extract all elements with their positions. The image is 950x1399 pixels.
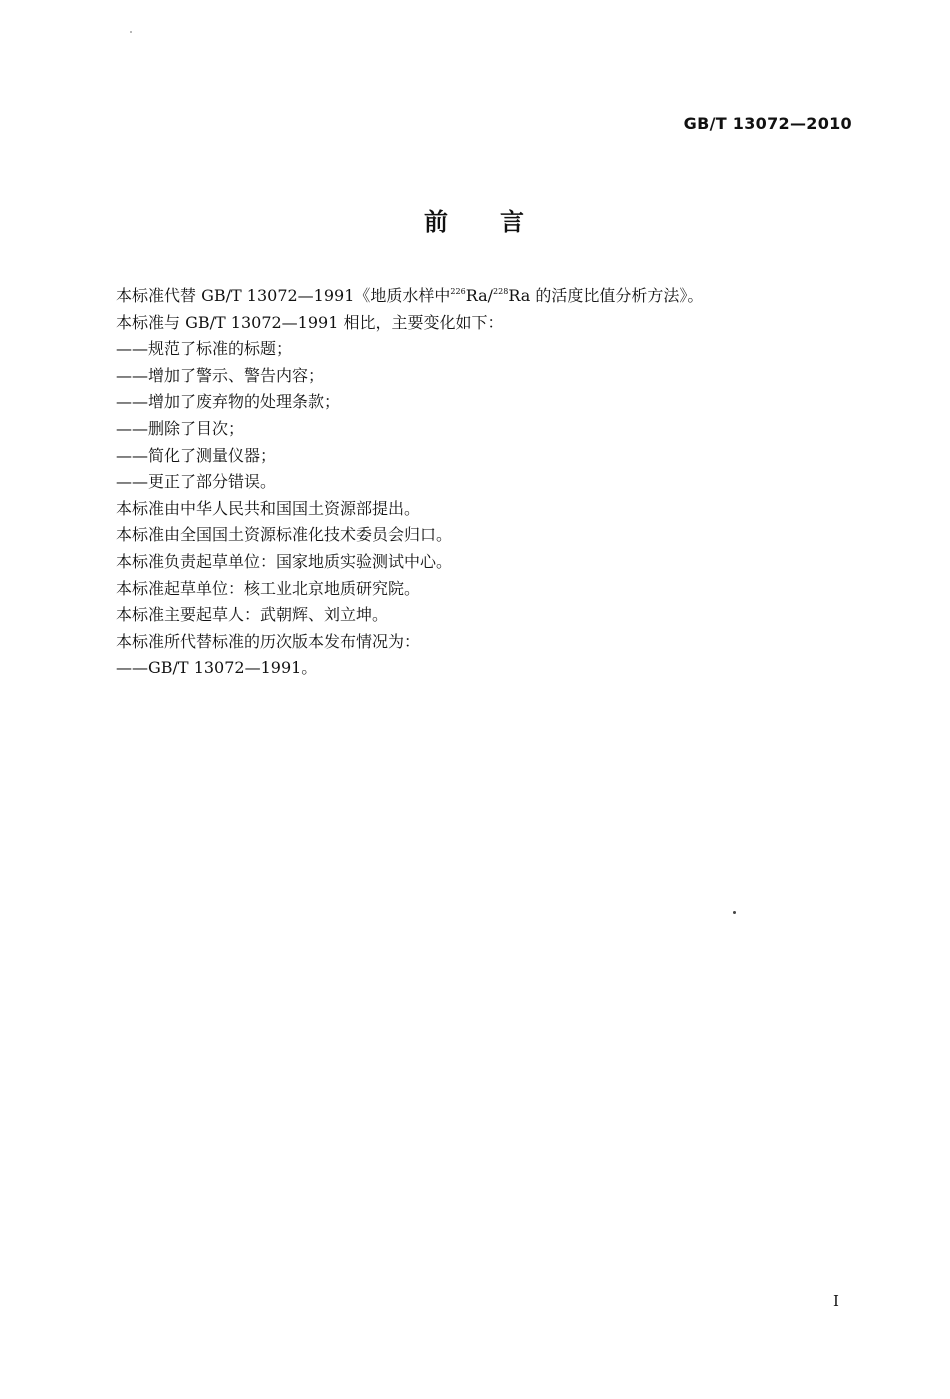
proposed-by: 本标准由中华人民共和国国土资源部提出。 xyxy=(116,498,421,518)
history-item: —— GB/T 13072—1991。 xyxy=(116,655,856,682)
change-item: —— 更正了部分错误。 xyxy=(116,469,856,496)
centralized-by: 本标准由全国国土资源标准化技术委员会归口。 xyxy=(116,525,453,545)
standard-code: GB/T 13072—2010 xyxy=(683,114,852,133)
title-char-2: 言 xyxy=(500,208,526,236)
change-item: —— 删除了目次； xyxy=(116,416,856,443)
drafters: 本标准主要起草人：武朝辉、刘立坤。 xyxy=(116,605,389,625)
drafting-unit: 本标准起草单位：核工业北京地质研究院。 xyxy=(116,578,421,598)
change-item: —— 增加了废弃物的处理条款； xyxy=(116,389,856,416)
change-item: —— 简化了测量仪器； xyxy=(116,443,856,470)
change-item: —— 增加了警示、警告内容； xyxy=(116,363,856,390)
page-title xyxy=(0,202,950,237)
page-number: I xyxy=(833,1292,839,1310)
history-intro: 本标准所代替标准的历次版本发布情况为： xyxy=(116,631,421,651)
replaces-statement: 本标准代替 GB/T 13072—1991《地质水样中$^{226}$Ra/$^{228}$Ra 的活度比值分析方法》。 xyxy=(116,286,704,305)
changes-intro: 本标准与 GB/T 13072—1991 相比，主要变化如下： xyxy=(116,312,504,332)
change-item: —— 规范了标准的标题； xyxy=(116,336,856,363)
title-char-1: 前 xyxy=(424,208,450,236)
foreword-body xyxy=(116,283,856,682)
responsible-unit: 本标准负责起草单位：国家地质实验测试中心。 xyxy=(116,551,453,571)
scan-speck xyxy=(130,31,132,33)
scan-speck xyxy=(733,911,736,914)
